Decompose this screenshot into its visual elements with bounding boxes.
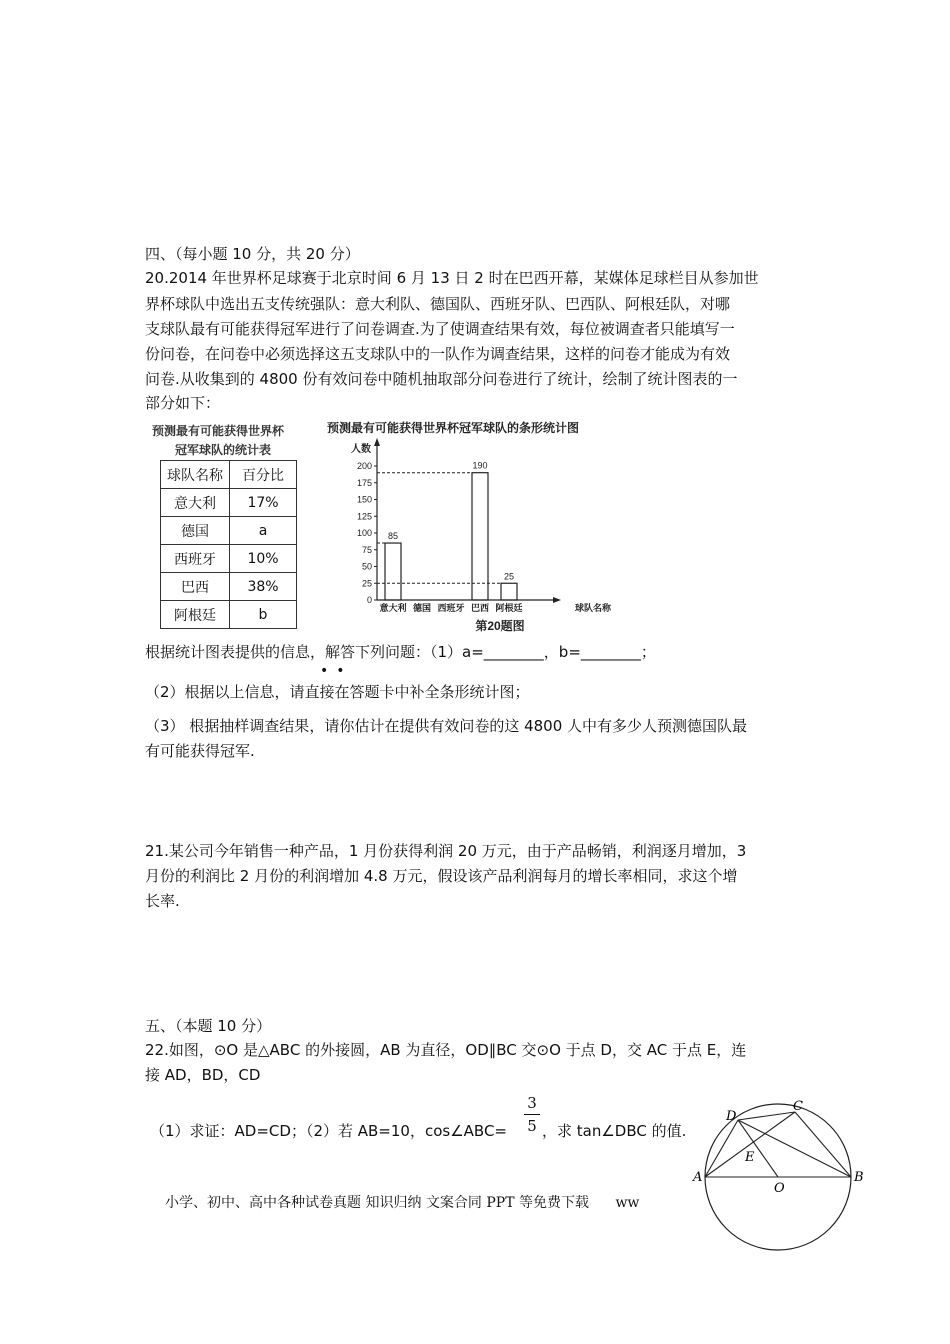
footer-slogan: 小学、初中、高中各种试卷真题 知识归纳 文案合同 PPT 等免费下载: [165, 1195, 589, 1211]
table-row: [161, 601, 297, 629]
label-a: A: [693, 1170, 703, 1185]
table-title-2: 冠军球队的统计表: [175, 443, 272, 457]
segment-ad: [705, 1120, 738, 1177]
x-axis-arrow: [553, 597, 561, 603]
q22-ask-a: （1）求证：AD=CD；（2）若 AB=10，cos∠ABC=: [150, 1122, 507, 1140]
bar: [501, 583, 517, 600]
table-cell: b: [230, 601, 297, 629]
label-c: C: [793, 1099, 803, 1114]
q22-ask-b: ，求 tan∠DBC 的值.: [542, 1122, 687, 1140]
q20-ask: 根据统计图表提供的信息，解答下列问题：（1）a=________，b=________；: [145, 643, 656, 661]
y-tick-label: 200: [356, 461, 372, 471]
table-row: [161, 517, 297, 545]
data-label: 25: [503, 571, 515, 582]
bar: [385, 543, 401, 600]
y-tick-label: 50: [361, 561, 372, 572]
q20-part-3-line-2: 有可能获得冠军.: [145, 742, 255, 760]
table-cell: 德国: [161, 517, 230, 545]
label-b: B: [854, 1170, 864, 1185]
q20-part-3-line-1: （3） 根据抽样调查结果，请你估计在提供有效问卷的这 4800 人中有多少人预测德国队最: [145, 717, 748, 735]
table-cell: a: [230, 517, 297, 545]
footer-text: [165, 1192, 639, 1212]
data-label: 190: [472, 460, 488, 471]
table-row: [161, 545, 297, 573]
emphasis-dots: ••: [320, 663, 353, 679]
q21-line-2: 月份的利润比 2 月份的利润增加 4.8 万元，假设该产品利润每月的增长率相同，求这个增: [145, 867, 738, 885]
y-tick-label: 150: [356, 494, 372, 505]
x-tick-label: 意大利: [379, 603, 407, 613]
chart-title: 预测最有可能获得世界杯冠军球队的条形统计图: [327, 421, 580, 435]
table-header-row: [161, 461, 297, 489]
fraction: [524, 1094, 540, 1135]
table-cell: 巴西: [161, 573, 230, 601]
q21-line-1: 21.某公司今年销售一种产品，1 月份获得利润 20 万元，由于产品畅销，利润逐月增加，3: [145, 842, 747, 860]
y-tick-label: 125: [356, 511, 372, 522]
segment-cb: [795, 1112, 851, 1177]
circle-figure: [690, 1095, 870, 1255]
y-tick-label: 100: [356, 528, 372, 538]
label-e: E: [745, 1150, 755, 1165]
data-label: 85: [387, 531, 399, 542]
footer-url: ww: [615, 1195, 640, 1211]
q22-line-2: 接 AD，BD，CD: [145, 1066, 261, 1084]
section-heading: 四、（每小题 10 分，共 20 分）: [145, 245, 360, 263]
table-title-1: 预测最有可能获得世界杯: [152, 424, 285, 438]
stats-table: [160, 460, 297, 629]
table-cell: 17%: [230, 489, 297, 517]
y-tick-label: 75: [361, 544, 372, 555]
y-tick-label: 25: [361, 578, 372, 589]
fraction-denominator: 5: [527, 1117, 537, 1135]
y-tick-label: 0: [366, 595, 372, 605]
table-cell: 意大利: [161, 489, 230, 517]
q20-line-1: 20.2014 年世界杯足球赛于北京时间 6 月 13 日 2 时在巴西开幕，某媒体足球栏目从参加世: [145, 269, 759, 287]
q20-line-5: 问卷.从收集到的 4800 份有效问卷中随机抽取部分问卷进行了统计，绘制了统计图表的一: [145, 370, 738, 388]
chart-caption: 第20题图: [475, 619, 525, 633]
label-d: D: [726, 1109, 737, 1124]
q20-line-4: 份问卷，在问卷中必须选择这五支球队中的一队作为调查结果，这样的问卷才能成为有效: [145, 345, 731, 363]
y-tick-label: 175: [356, 477, 372, 488]
x-tick-label: 巴西: [470, 603, 490, 613]
table-row: [161, 489, 297, 517]
segment-db: [738, 1120, 851, 1177]
q20-line-6: 部分如下：: [145, 394, 221, 412]
q20-line-3: 支球队最有可能获得冠军进行了问卷调查.为了使调查结果有效，每位被调查者只能填写一: [145, 320, 735, 338]
section5-heading: 五、（本题 10 分）: [145, 1017, 272, 1035]
table-header-team: 球队名称: [161, 461, 230, 489]
y-axis-arrow: [374, 438, 380, 446]
x-tick-label: 德国: [412, 603, 432, 613]
q21-line-3: 长率.: [145, 892, 180, 910]
table-cell: 西班牙: [161, 545, 230, 573]
table-cell: 阿根廷: [161, 601, 230, 629]
bar-chart: [325, 418, 635, 640]
table-row: [161, 573, 297, 601]
y-axis-label: 人数: [351, 444, 371, 455]
bar: [472, 473, 488, 600]
x-tick-label: 西班牙: [437, 603, 465, 613]
table-cell: 38%: [230, 573, 297, 601]
fraction-bar: [524, 1114, 540, 1115]
label-o: O: [774, 1181, 785, 1196]
q20-part-2: （2）根据以上信息，请直接在答题卡中补全条形统计图；: [145, 683, 530, 701]
x-axis-label: 球队名称: [574, 603, 612, 613]
table-cell: 10%: [230, 545, 297, 573]
x-tick-label: 阿根廷: [495, 603, 523, 613]
q20-line-2: 界杯球队中选出五支传统强队：意大利队、德国队、西班牙队、巴西队、阿根廷队，对哪: [145, 295, 731, 313]
segment-ac: [705, 1112, 795, 1177]
q22-line-1: 22.如图，⊙O 是△ABC 的外接圆，AB 为直径，OD∥BC 交⊙O 于点 D，交 AC 于点 E，连: [145, 1041, 747, 1059]
fraction-numerator: 3: [527, 1094, 537, 1112]
table-header-percent: 百分比: [230, 461, 297, 489]
